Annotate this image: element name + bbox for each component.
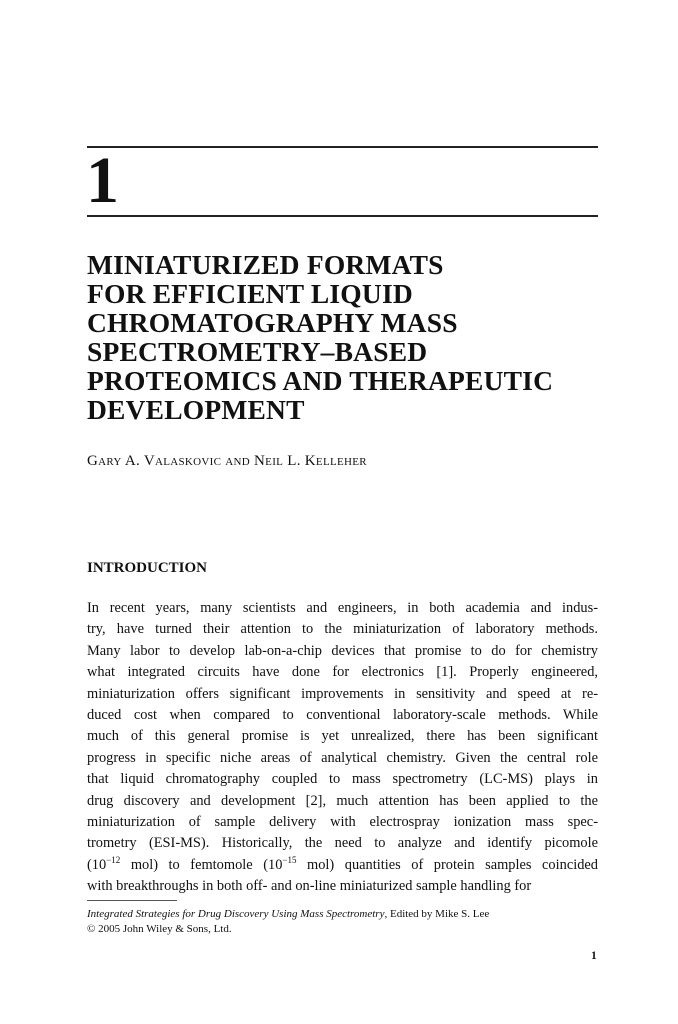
- section-heading: INTRODUCTION: [87, 560, 208, 576]
- text-fragment: mol) quantities of protein samples coincided: [296, 856, 598, 873]
- text-fragment: (10: [87, 856, 107, 873]
- text-line: trometry (ESI-MS). Historically, the need to analyze and identify picomole: [87, 835, 598, 852]
- text-line: progress in specific niche areas of analytical chemistry. Given the central role: [87, 749, 598, 766]
- title-line: FOR EFFICIENT LIQUID: [87, 278, 413, 309]
- copyright-line: © 2005 John Wiley & Sons, Ltd.: [87, 923, 232, 935]
- text-line: much of this general promise is yet unrealized, there has been significant: [87, 728, 598, 745]
- footnote: [87, 907, 489, 937]
- exponent: −15: [282, 855, 297, 866]
- title-line: DEVELOPMENT: [87, 394, 305, 425]
- title-line: SPECTROMETRY–BASED: [87, 336, 428, 367]
- text-line: with breakthroughs in both off- and on-line miniaturized sample handling for: [87, 878, 532, 895]
- chapter-number: 1: [86, 144, 119, 217]
- chapter-bottom-rule: [87, 215, 598, 217]
- text-line: duced cost when compared to conventional laboratory-scale methods. While: [87, 707, 598, 724]
- body-paragraph: [87, 598, 598, 898]
- chapter-top-rule: [87, 146, 598, 148]
- text-line: Many labor to develop lab-on-a-chip devices that promise to do for chemistry: [87, 642, 598, 659]
- footnote-divider: [87, 900, 177, 901]
- text-line: miniaturization offers significant improvements in sensitivity and speed at re-: [87, 685, 598, 702]
- title-line: CHROMATOGRAPHY MASS: [87, 307, 458, 338]
- book-editor: , Edited by Mike S. Lee: [384, 908, 490, 920]
- text-line: In recent years, many scientists and engineers, in both academia and indus-: [87, 600, 598, 616]
- text-line: [87, 855, 598, 876]
- footnote-source-line: [87, 907, 489, 922]
- text-line: that liquid chromatography coupled to mass spectrometry (LC-MS) plays in: [87, 771, 598, 788]
- title-line: MINIATURIZED FORMATS: [87, 249, 444, 280]
- page-number: 1: [591, 950, 597, 962]
- text-line: miniaturization of sample delivery with electrospray ionization mass spec-: [87, 814, 598, 831]
- chapter-authors: Gary A. Valaskovic and Neil L. Kelleher: [87, 453, 367, 469]
- text-line: what integrated circuits have done for electronics [1]. Properly engineered,: [87, 664, 598, 681]
- title-line: PROTEOMICS AND THERAPEUTIC: [87, 365, 554, 396]
- chapter-title: [87, 250, 607, 424]
- text-fragment: mol) to femtomole (10: [120, 856, 283, 873]
- book-title: Integrated Strategies for Drug Discovery Using Mass Spectrometry: [87, 908, 385, 920]
- text-line: drug discovery and development [2], much attention has been applied to the: [87, 792, 598, 809]
- text-line: try, have turned their attention to the miniaturization of laboratory methods.: [87, 621, 598, 638]
- exponent: −12: [106, 855, 121, 866]
